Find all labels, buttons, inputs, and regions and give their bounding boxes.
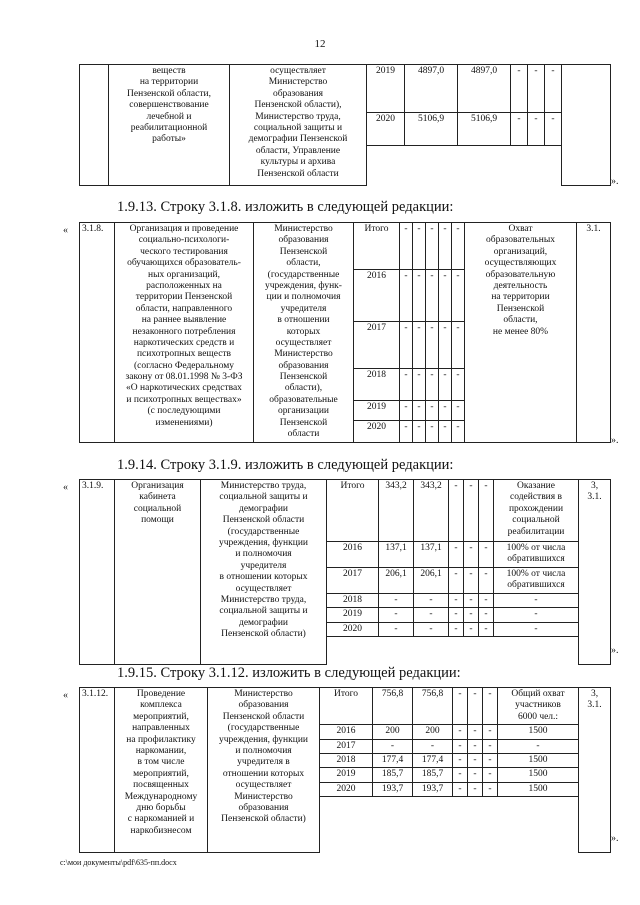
value: -: [468, 739, 483, 753]
indicator: 100% от числа обратившихся: [494, 567, 579, 593]
value: -: [452, 369, 465, 401]
value: -: [413, 739, 453, 753]
indicator: Оказание содействия в прохождении социальной реабилитации: [494, 480, 579, 542]
value: -: [468, 725, 483, 739]
indicator: -: [494, 608, 579, 622]
value: -: [413, 421, 426, 443]
year: 2019: [327, 608, 379, 622]
year: 2020: [320, 782, 373, 796]
indicator: 1500: [498, 725, 579, 739]
value: -: [479, 480, 494, 542]
value: 343,2: [379, 480, 414, 542]
year: 2020: [354, 421, 400, 443]
year: 2016: [354, 270, 400, 322]
value: -: [479, 608, 494, 622]
value: -: [426, 421, 439, 443]
year: 2017: [320, 739, 373, 753]
table0-value: -: [511, 113, 528, 146]
value: 137,1: [379, 542, 414, 568]
executor: Министерство труда, социальной защиты и демографии Пензенской области (государственные учреждения, функции и полномочия учредителя в отношении которых осуществляет Министерство труда, социальной защиты и демографии Пензенской области): [201, 480, 327, 665]
value: 200: [373, 725, 413, 739]
value: -: [453, 753, 468, 767]
value: -: [483, 782, 498, 796]
section-heading: 1.9.14. Строку 3.1.9. изложить в следующей редакции:: [117, 457, 454, 473]
value: -: [483, 739, 498, 753]
year: 2017: [327, 567, 379, 593]
executor: Министерство образования Пензенской области, (государственные учреждения, функ- ции и полномочия учредителя в отношении которых осуществляет Министерство образования Пензенской области), образовательные организации Пензенской области: [254, 223, 354, 443]
indicator: Общий охват участников 6000 чел.:: [498, 688, 579, 725]
indicator: 100% от числа обратившихся: [494, 542, 579, 568]
value: -: [400, 369, 413, 401]
event-name: Организация кабинета социальной помощи: [115, 480, 201, 665]
value: 206,1: [379, 567, 414, 593]
table0-year: 2020: [367, 113, 405, 146]
value: -: [439, 369, 452, 401]
year: 2016: [327, 542, 379, 568]
table0-value: -: [528, 65, 545, 113]
value: -: [464, 593, 479, 607]
year: 2019: [320, 768, 373, 782]
value: -: [452, 322, 465, 369]
value: -: [449, 480, 464, 542]
ref: 3.1.: [577, 223, 611, 443]
value: -: [414, 608, 449, 622]
year: Итого: [327, 480, 379, 542]
quote-close: ».: [611, 645, 619, 656]
table0-executor: осуществляет Министерство образования Пензенской области), Министерство труда, социальной защиты и демографии Пензенской области, Управление культуры и архива Пензенской области: [230, 65, 367, 186]
value: 343,2: [414, 480, 449, 542]
value: 756,8: [413, 688, 453, 725]
indicator: -: [498, 739, 579, 753]
value: -: [479, 542, 494, 568]
table-row-3-1-8: [79, 222, 611, 443]
value: 193,7: [373, 782, 413, 796]
indicator: -: [494, 622, 579, 636]
value: -: [452, 401, 465, 421]
indicator: Охват образовательных организаций, осуществляющих образовательную деятельность на территории Пензенской области, не менее 80%: [465, 223, 577, 443]
value: -: [452, 421, 465, 443]
value: 200: [413, 725, 453, 739]
value: -: [439, 421, 452, 443]
year: Итого: [320, 688, 373, 725]
section-heading: 1.9.13. Строку 3.1.8. изложить в следующей редакции:: [117, 199, 454, 215]
value: -: [483, 753, 498, 767]
value: -: [468, 782, 483, 796]
value: -: [449, 542, 464, 568]
year: 2018: [327, 593, 379, 607]
value: -: [452, 223, 465, 270]
value: -: [413, 322, 426, 369]
value: -: [439, 322, 452, 369]
value: -: [426, 270, 439, 322]
year: 2018: [320, 753, 373, 767]
value: -: [479, 593, 494, 607]
year: Итого: [354, 223, 400, 270]
value: -: [413, 369, 426, 401]
value: -: [413, 401, 426, 421]
value: 177,4: [413, 753, 453, 767]
ref: 3, 3.1.: [579, 688, 611, 853]
value: 193,7: [413, 782, 453, 796]
value: 177,4: [373, 753, 413, 767]
table0-code-cell: [80, 65, 109, 186]
value: -: [464, 622, 479, 636]
event-name: Проведение комплекса мероприятий, направленных на профилактику наркомании, в том числе мероприятий, посвященных Международному дню борьбы с наркоманией и наркобизнесом: [115, 688, 208, 853]
value: -: [414, 622, 449, 636]
quote-open: «: [63, 482, 68, 493]
quote-close: ».: [611, 833, 619, 844]
year: 2016: [320, 725, 373, 739]
table0-year: 2019: [367, 65, 405, 113]
value: -: [449, 622, 464, 636]
indicator: 1500: [498, 753, 579, 767]
value: -: [373, 739, 413, 753]
value: -: [453, 782, 468, 796]
value: -: [483, 768, 498, 782]
row-code: 3.1.8.: [80, 223, 115, 443]
value: -: [468, 753, 483, 767]
value: -: [468, 768, 483, 782]
value: 206,1: [414, 567, 449, 593]
ref: 3, 3.1.: [579, 480, 611, 665]
event-name: Организация и проведение социально-психологи- ческого тестирования обучающихся образователь- ных организаций, расположенных на территории Пензенской области, направленного на раннее выявление незаконного потребления наркотических средств и психотропных веществ (согласно Федеральному закону от 08.01.1998 № 3-ФЗ «О наркотических средствах и психотропных веществах» (с последующими изменениями): [115, 223, 254, 443]
value: -: [453, 688, 468, 725]
year: 2018: [354, 369, 400, 401]
table0-value: 5106,9: [458, 113, 511, 146]
value: -: [400, 270, 413, 322]
value: -: [464, 542, 479, 568]
value: 756,8: [373, 688, 413, 725]
year: 2020: [327, 622, 379, 636]
table0-value: 4897,0: [405, 65, 458, 113]
row-code: 3.1.12.: [80, 688, 115, 853]
value: -: [452, 270, 465, 322]
year: 2017: [354, 322, 400, 369]
value: -: [414, 593, 449, 607]
value: 137,1: [414, 542, 449, 568]
value: -: [453, 725, 468, 739]
value: -: [426, 223, 439, 270]
value: -: [426, 322, 439, 369]
value: -: [400, 223, 413, 270]
value: -: [464, 608, 479, 622]
table-row-3-1-9: [79, 479, 611, 665]
table0-value: -: [511, 65, 528, 113]
value: -: [449, 593, 464, 607]
quote-close: ».: [611, 435, 619, 446]
page-number: 12: [314, 38, 326, 50]
quote-close: ».: [611, 176, 619, 187]
table-continuation: [79, 64, 611, 186]
table0-value: 5106,9: [405, 113, 458, 146]
section-heading: 1.9.15. Строку 3.1.12. изложить в следующей редакции:: [117, 665, 461, 681]
value: -: [400, 322, 413, 369]
executor: Министерство образования Пензенской области (государственные учреждения, функции и полномочия учредителя в отношении которых осуществляет Министерство образования Пензенской области): [208, 688, 320, 853]
value: 185,7: [413, 768, 453, 782]
value: -: [400, 421, 413, 443]
row-code: 3.1.9.: [80, 480, 115, 665]
table0-value: -: [545, 113, 562, 146]
value: -: [483, 725, 498, 739]
value: -: [426, 401, 439, 421]
quote-open: «: [63, 690, 68, 701]
value: 185,7: [373, 768, 413, 782]
table0-name: веществ на территории Пензенской области, совершенствование лечебной и реабилитационной работы»: [109, 65, 230, 186]
value: -: [379, 593, 414, 607]
indicator: 1500: [498, 782, 579, 796]
value: -: [439, 401, 452, 421]
value: -: [413, 270, 426, 322]
file-path-footer: c:\мои документы\pdf\635-пп.docx: [60, 858, 177, 867]
value: -: [464, 567, 479, 593]
value: -: [453, 739, 468, 753]
year: 2019: [354, 401, 400, 421]
value: -: [453, 768, 468, 782]
value: -: [379, 622, 414, 636]
indicator: -: [494, 593, 579, 607]
value: -: [468, 688, 483, 725]
value: -: [449, 567, 464, 593]
value: -: [479, 622, 494, 636]
value: -: [464, 480, 479, 542]
value: -: [426, 369, 439, 401]
value: -: [449, 608, 464, 622]
quote-open: «: [63, 225, 68, 236]
table0-value: -: [545, 65, 562, 113]
value: -: [413, 223, 426, 270]
value: -: [479, 567, 494, 593]
value: -: [439, 223, 452, 270]
indicator: 1500: [498, 768, 579, 782]
value: -: [439, 270, 452, 322]
table-row-3-1-12: [79, 687, 611, 853]
table0-value: -: [528, 113, 545, 146]
value: -: [483, 688, 498, 725]
value: -: [379, 608, 414, 622]
table0-ref-cell: [562, 65, 611, 186]
table0-value: 4897,0: [458, 65, 511, 113]
value: -: [400, 401, 413, 421]
